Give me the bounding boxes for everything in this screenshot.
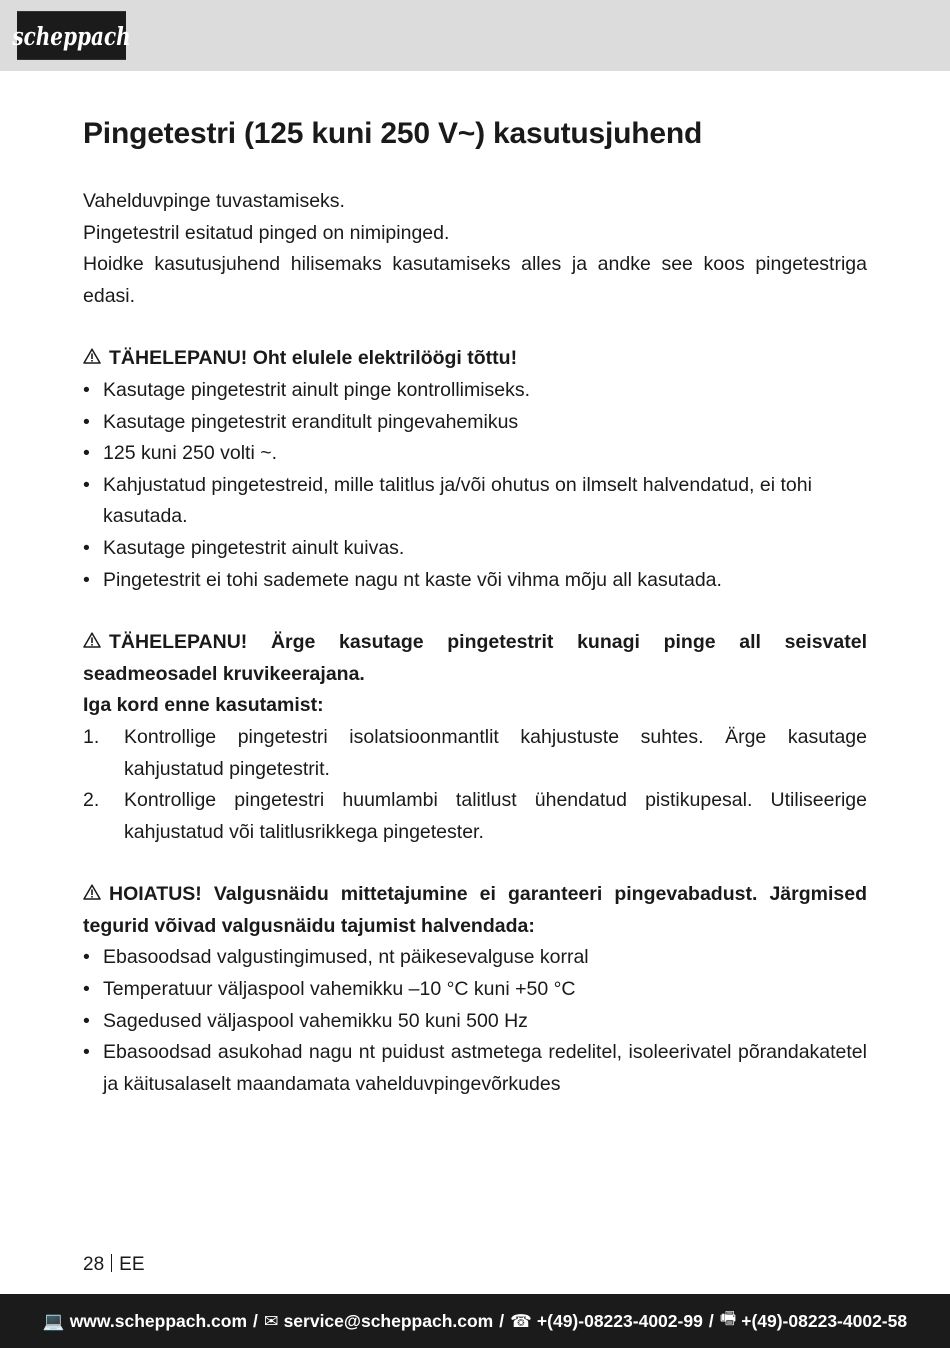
list-item: • 125 kuni 250 volti ~. [83, 442, 277, 465]
check-steps-list [83, 722, 867, 848]
warning-heading: TÄHELEPANU! Oht elulele elektrilöögi tõttu! [83, 343, 867, 375]
page-number: 28 EE [83, 1254, 145, 1275]
warning-triangle-icon [83, 879, 101, 911]
warning-heading: HOIATUS! Valgusnäidu mittetajumine ei garanteeri pingevabadust. Järgmised tegurid võivad valgusnäidu tajumist halvendada: [83, 879, 867, 942]
computer-icon: 💻 [42, 1310, 65, 1331]
brand-logo: scheppach [17, 11, 126, 60]
warning-subheading: Iga kord enne kasutamist: [83, 694, 324, 717]
footer-email[interactable]: service@scheppach.com [283, 1310, 494, 1331]
intro-section [83, 186, 867, 312]
list-item: 1. Kontrollige pingetestri isolatsioonmantlit kahjustuste suhtes. Ärge kasutage kahjustatud pingetestrit. [83, 725, 867, 780]
warning-section-electric-shock [83, 343, 867, 596]
intro-line: Hoidke kasutusjuhend hilisemaks kasutamiseks alles ja andke see koos pingetestriga edasi. [83, 253, 867, 307]
page-header [0, 0, 950, 71]
warning-list [83, 942, 867, 1100]
footer-website[interactable]: www.scheppach.com [69, 1310, 248, 1331]
email-icon: ✉ [263, 1310, 279, 1331]
list-item: • Kahjustatud pingetestreid, mille talitlus ja/või ohutus on ilmselt halvendatud, ei tohi kasutada. [83, 473, 812, 528]
list-item: • Kasutage pingetestrit eranditult pingevahemikus [83, 410, 519, 433]
warning-triangle-icon [83, 627, 101, 659]
list-item: • Temperatuur väljaspool vahemikku –10 °C kuni +50 °C [83, 978, 576, 1001]
warning-section-screwdriver [83, 627, 867, 848]
warning-heading: TÄHELEPANU! Ärge kasutage pingetestrit kunagi pinge all seisvatel seadmeosadel kruvikeerajana. [83, 627, 867, 690]
list-item: • Pingetestrit ei tohi sademete nagu nt kaste või vihma mõju all kasutada. [83, 568, 722, 591]
list-item: • Ebasoodsad valgustingimused, nt päikesevalguse korral [83, 946, 589, 969]
intro-line: Vahelduvpinge tuvastamiseks. [83, 190, 345, 212]
warning-list [83, 375, 867, 596]
page-footer: 💻 www.scheppach.com / ✉ service@scheppach.com / ☎ +(49)-08223-4002-99 / 🖷 +(49)-08223-4002-58 [0, 1294, 950, 1348]
warning-triangle-icon [83, 343, 101, 375]
fax-icon: 🖷 [719, 1308, 737, 1328]
document-body [83, 112, 867, 1100]
warning-section-light-indicator [83, 879, 867, 1100]
footer-phone[interactable]: +(49)-08223-4002-99 [536, 1310, 703, 1331]
phone-icon: ☎ [510, 1310, 532, 1331]
intro-line: Pingetestril esitatud pinged on nimipinged. [83, 221, 450, 244]
list-item: 2. Kontrollige pingetestri huumlambi talitlust ühendatud pistikupesal. Utiliseerige kahjustatud või talitlusrikkega pingetester. [83, 789, 867, 843]
footer-fax: +(49)-08223-4002-58 [741, 1310, 908, 1331]
list-item: • Kasutage pingetestrit ainult pinge kontrollimiseks. [83, 378, 531, 401]
page-title: Pingetestri (125 kuni 250 V~) kasutusjuhend [83, 117, 703, 150]
list-item: • Sagedused väljaspool vahemikku 50 kuni 500 Hz [83, 1009, 528, 1032]
list-item: • Kasutage pingetestrit ainult kuivas. [83, 536, 405, 559]
page-separator [111, 1254, 112, 1272]
list-item: • Ebasoodsad asukohad nagu nt puidust astmetega redelitel, isoleerivatel põrandakatetel ja käitusalaselt maandamata vahelduvpingevõrkudes [83, 1041, 867, 1095]
